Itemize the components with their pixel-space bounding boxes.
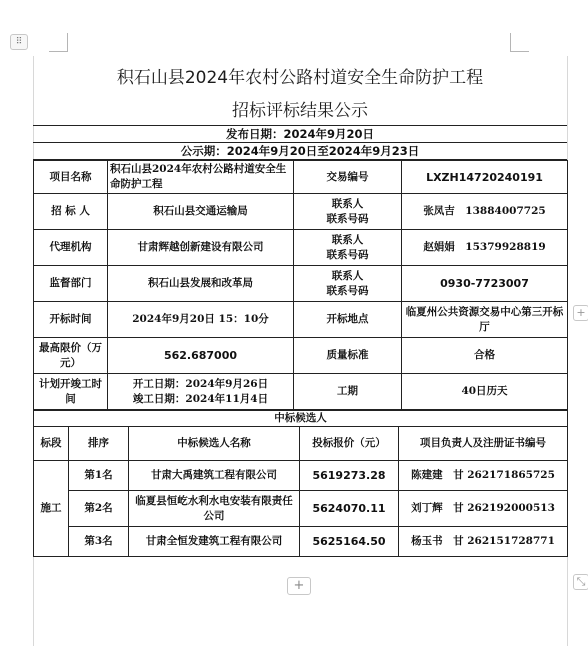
label-contact-phone [294, 230, 402, 266]
label-contact: 联系人 [331, 233, 364, 246]
candidate-price: 5624070.11 [300, 491, 399, 527]
add-column-button[interactable]: + [573, 305, 588, 321]
open-time-value: 2024年9月20日 15：10分 [108, 302, 294, 338]
candidate-manager: 刘丁辉 甘 262192000513 [399, 491, 568, 527]
crop-mark-top-left [49, 33, 68, 52]
start-date: 开工日期：2024年9月26日 [132, 377, 269, 390]
col-section: 标段 [34, 427, 69, 461]
candidate-name: 甘肃全恒发建筑工程有限公司 [129, 527, 300, 557]
col-candidate-name: 中标候选人名称 [129, 427, 300, 461]
duration-value: 40日历天 [402, 374, 568, 410]
section-value: 施工 [34, 461, 69, 557]
candidate-rank: 第2名 [69, 491, 129, 527]
label-supervisor: 监督部门 [34, 266, 108, 302]
drag-handle-icon[interactable]: ⠿ [10, 34, 28, 50]
candidates-header: 中标候选人 [34, 411, 568, 427]
table-resize-icon[interactable]: ⤡ [573, 574, 588, 590]
label-phone: 联系号码 [326, 248, 369, 261]
crop-mark-top-right [510, 33, 529, 52]
candidate-price: 5619273.28 [300, 461, 399, 491]
label-contact: 联系人 [331, 197, 364, 210]
bid-info-table [33, 160, 568, 410]
label-schedule: 计划开竣工时间 [34, 374, 108, 410]
label-open-time: 开标时间 [34, 302, 108, 338]
agency-value: 甘肃辉越创新建设有限公司 [108, 230, 294, 266]
label-phone: 联系号码 [326, 212, 369, 225]
label-phone: 联系号码 [326, 284, 369, 297]
supervisor-value: 积石山县发展和改革局 [108, 266, 294, 302]
tenderer-contact-value: 张凤吉 13884007725 [402, 194, 568, 230]
candidate-manager: 陈建建 甘 262171865725 [399, 461, 568, 491]
notice-period: 公示期：2024年9月20日至2024年9月23日 [33, 143, 567, 160]
table-row [34, 461, 568, 491]
quality-value: 合格 [402, 338, 568, 374]
table-row [34, 527, 568, 557]
label-open-place: 开标地点 [294, 302, 402, 338]
label-project-name: 项目名称 [34, 161, 108, 194]
label-max-price: 最高限价（万元） [34, 338, 108, 374]
schedule-value [108, 374, 294, 410]
announcement-body [33, 125, 567, 557]
candidate-price: 5625164.50 [300, 527, 399, 557]
candidate-name: 临夏县恒屹水利水电安装有限责任公司 [129, 491, 300, 527]
col-rank: 排序 [69, 427, 129, 461]
label-contact-phone [294, 194, 402, 230]
label-contact: 联系人 [331, 269, 364, 282]
label-tenderer: 招 标 人 [34, 194, 108, 230]
add-row-button[interactable]: + [287, 577, 311, 595]
col-manager: 项目负责人及注册证书编号 [399, 427, 568, 461]
col-bid-price: 投标报价（元） [300, 427, 399, 461]
end-date: 竣工日期：2024年11月4日 [132, 392, 269, 405]
publish-date: 发布日期：2024年9月20日 [33, 125, 567, 143]
label-trade-no: 交易编号 [294, 161, 402, 194]
document-title: 积石山县2024年农村公路村道安全生命防护工程 [116, 68, 484, 88]
tenderer-value: 积石山县交通运输局 [108, 194, 294, 230]
table-row [34, 491, 568, 527]
label-contact-phone [294, 266, 402, 302]
candidate-name: 甘肃大禹建筑工程有限公司 [129, 461, 300, 491]
open-place-value: 临夏州公共资源交易中心第三开标厅 [402, 302, 568, 338]
candidates-table [33, 410, 568, 557]
candidate-rank: 第1名 [69, 461, 129, 491]
trade-no-value: LXZH14720240191 [402, 161, 568, 194]
document-subtitle: 招标评标结果公示 [232, 101, 368, 121]
max-price-value: 562.687000 [108, 338, 294, 374]
candidate-manager: 杨玉书 甘 262151728771 [399, 527, 568, 557]
project-name-value: 积石山县2024年农村公路村道安全生命防护工程 [108, 161, 294, 194]
label-agency: 代理机构 [34, 230, 108, 266]
agency-contact-value: 赵娟娟 15379928819 [402, 230, 568, 266]
label-quality: 质量标准 [294, 338, 402, 374]
candidate-rank: 第3名 [69, 527, 129, 557]
supervisor-phone-value: 0930-7723007 [402, 266, 568, 302]
label-duration: 工期 [294, 374, 402, 410]
